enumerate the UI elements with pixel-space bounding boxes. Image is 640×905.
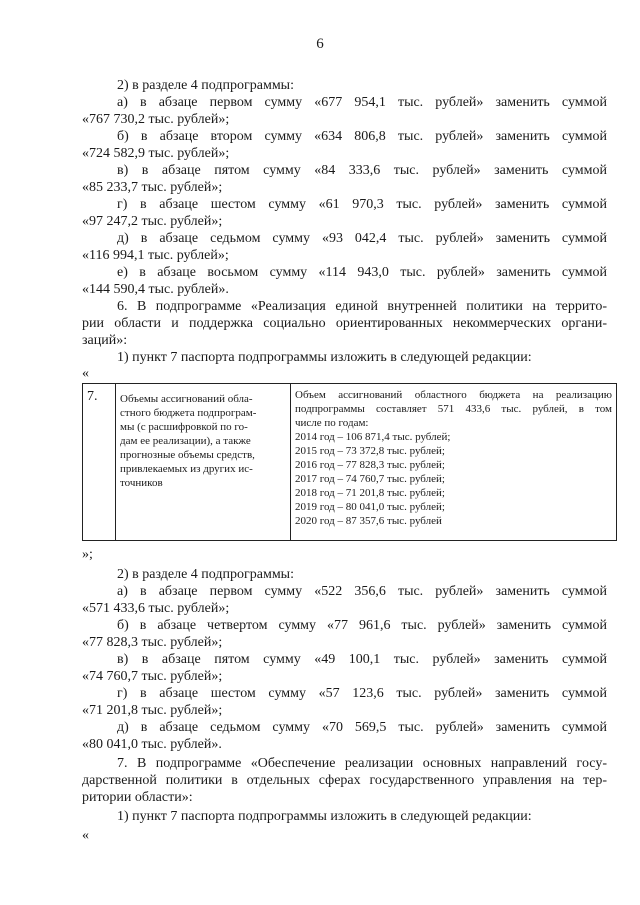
table-row <box>83 384 617 541</box>
paragraph-line: ритории области»: <box>82 790 193 805</box>
cell-line: Объемы ассигнований обла- <box>120 393 253 405</box>
paragraph-line: 7. В подпрограмме «Обеспечение реализации основных направлений госу- <box>117 756 607 771</box>
paragraph-line: е) в абзаце восьмом сумму «114 943,0 тыс. рублей» заменить суммой <box>117 265 607 280</box>
paragraph-line: 1) пункт 7 паспорта подпрограммы изложить в следующей редакции: <box>117 350 532 365</box>
cell-line: привлекаемых из других ис- <box>120 463 253 475</box>
paragraph-line: «144 590,4 тыс. рублей». <box>82 282 229 297</box>
cell-line: числе по годам: <box>295 417 369 429</box>
year-amount: 2018 год – 71 201,8 тыс. рублей; <box>295 487 445 499</box>
page-number: 6 <box>316 36 324 52</box>
paragraph-line: «767 730,2 тыс. рублей»; <box>82 112 230 127</box>
paragraph-line: «571 433,6 тыс. рублей»; <box>82 601 230 616</box>
paragraph-line: а) в абзаце первом сумму «677 954,1 тыс. рублей» заменить суммой <box>117 95 607 110</box>
cell-line: прогнозные объемы средств, <box>120 449 255 461</box>
paragraph-line: д) в абзаце седьмом сумму «70 569,5 тыс. рублей» заменить суммой <box>117 720 607 735</box>
open-quote: « <box>82 828 89 843</box>
paragraph-line: рии области и поддержка социально ориентированных некоммерческих органи- <box>82 316 607 331</box>
year-amount: 2015 год – 73 372,8 тыс. рублей; <box>295 445 445 457</box>
section-heading: 2) в разделе 4 подпрограммы: <box>117 78 294 93</box>
paragraph-line: «97 247,2 тыс. рублей»; <box>82 214 223 229</box>
year-amount: 2014 год – 106 871,4 тыс. рублей; <box>295 431 451 443</box>
paragraph-line: а) в абзаце первом сумму «522 356,6 тыс. рублей» заменить суммой <box>117 584 607 599</box>
cell-line: мы (с расшифровкой по го- <box>120 421 248 433</box>
paragraph-line: в) в абзаце пятом сумму «49 100,1 тыс. рублей» заменить суммой <box>117 652 607 667</box>
paragraph-line: «80 041,0 тыс. рублей». <box>82 737 222 752</box>
row-number: 7. <box>83 384 116 541</box>
cell-line: подпрограммы составляет 571 433,6 тыс. рублей, в том <box>295 403 612 415</box>
paragraph-line: «77 828,3 тыс. рублей»; <box>82 635 223 650</box>
paragraph-line: в) в абзаце пятом сумму «84 333,6 тыс. рублей» заменить суммой <box>117 163 607 178</box>
open-quote: « <box>82 366 89 381</box>
row-value-cell <box>291 384 617 541</box>
cell-line: точников <box>120 477 163 489</box>
paragraph-line: заций»: <box>82 333 128 348</box>
paragraph-line: г) в абзаце шестом сумму «61 970,3 тыс. рублей» заменить суммой <box>117 197 607 212</box>
cell-line: Объем ассигнований областного бюджета на реализацию <box>295 389 612 401</box>
passport-table <box>82 383 617 541</box>
paragraph-line: «724 582,9 тыс. рублей»; <box>82 146 230 161</box>
paragraph-line: д) в абзаце седьмом сумму «93 042,4 тыс. рублей» заменить суммой <box>117 231 607 246</box>
paragraph-line: «74 760,7 тыс. рублей»; <box>82 669 223 684</box>
paragraph-line: 1) пункт 7 паспорта подпрограммы изложить в следующей редакции: <box>117 809 532 824</box>
year-amount: 2016 год – 77 828,3 тыс. рублей; <box>295 459 445 471</box>
paragraph-line: «85 233,7 тыс. рублей»; <box>82 180 223 195</box>
paragraph-line: «71 201,8 тыс. рублей»; <box>82 703 223 718</box>
paragraph-line: «116 994,1 тыс. рублей»; <box>82 248 229 263</box>
year-amount: 2019 год – 80 041,0 тыс. рублей; <box>295 501 445 513</box>
row-label-cell <box>116 384 291 541</box>
section-heading: 2) в разделе 4 подпрограммы: <box>117 567 294 582</box>
paragraph-line: г) в абзаце шестом сумму «57 123,6 тыс. рублей» заменить суммой <box>117 686 607 701</box>
cell-line: дам ее реализации), а также <box>120 435 251 447</box>
year-amount: 2020 год – 87 357,6 тыс. рублей <box>295 515 442 527</box>
cell-line: стного бюджета подпрограм- <box>120 407 257 419</box>
paragraph-line: дарственной политики в отдельных сферах государственного управления на тер- <box>82 773 607 788</box>
paragraph-line: 6. В подпрограмме «Реализация единой внутренней политики на террито- <box>117 299 607 314</box>
close-quote: »; <box>82 547 93 562</box>
year-amount: 2017 год – 74 760,7 тыс. рублей; <box>295 473 445 485</box>
paragraph-line: б) в абзаце четвертом сумму «77 961,6 тыс. рублей» заменить суммой <box>117 618 607 633</box>
paragraph-line: б) в абзаце втором сумму «634 806,8 тыс. рублей» заменить суммой <box>117 129 607 144</box>
